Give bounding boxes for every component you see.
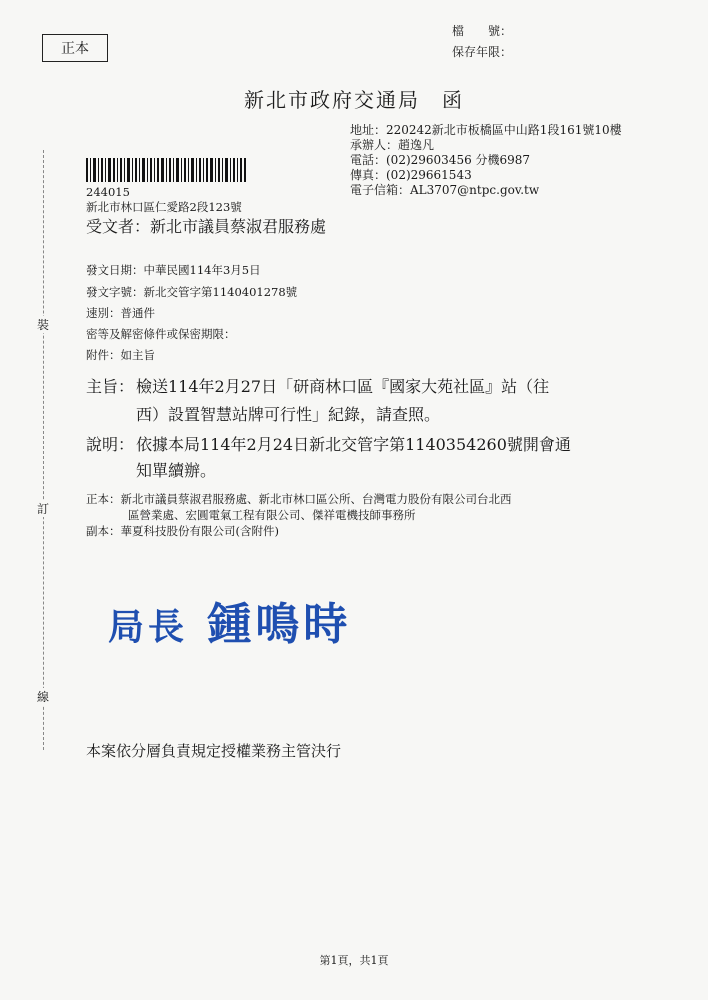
signature-name: 鍾鳴時 (207, 599, 352, 650)
page-number: 第1頁，共1頁 (319, 954, 389, 967)
main-recipients-line-2: 區營業處、宏圓電氣工程有限公司、傑祥電機技師事務所 (128, 508, 416, 522)
binding-char-zhuang: 裝 (37, 318, 50, 332)
document-number: 發文字號：新北交管字第1140401278號 (86, 285, 298, 299)
binding-char-ding: 訂 (37, 502, 50, 516)
delivery-speed: 速別：普通件 (86, 306, 155, 320)
delegation-note: 本案依分層負責規定授權業務主管決行 (86, 742, 342, 760)
contact-email: 電子信箱：AL3707@ntpc.gov.tw (350, 183, 540, 197)
barcode (86, 158, 246, 182)
binding-line (43, 150, 44, 750)
recipient: 受文者：新北市議員蔡淑君服務處 (86, 217, 327, 236)
contact-handler: 承辦人：趙逸凡 (350, 138, 435, 152)
explanation-line-2: 知單續辦。 (136, 461, 217, 480)
binding-char-xian: 線 (37, 690, 50, 704)
subject-label: 主旨： (86, 377, 135, 396)
signature-title: 局長 (108, 606, 189, 648)
retention-label: 保存年限： (452, 45, 513, 59)
attachment: 附件：如主旨 (86, 348, 155, 362)
contact-phone: 電話：(02)29603456 分機6987 (350, 153, 531, 167)
subject-line-1: 檢送114年2月27日「研商林口區『國家大苑社區』站（往 (136, 377, 550, 396)
main-recipients-line-1: 正本：新北市議員蔡淑君服務處、新北市林口區公所、台灣電力股份有限公司台北西 (86, 492, 512, 506)
copy-type-box: 正本 (42, 34, 108, 62)
copy-recipients: 副本：華夏科技股份有限公司(含附件) (86, 524, 279, 538)
explanation-label: 說明： (86, 435, 135, 454)
document-title: 新北市政府交通局 函 (244, 88, 464, 112)
contact-fax: 傳真：(02)29661543 (350, 168, 472, 182)
security-level: 密等及解密條件或保密期限： (86, 327, 236, 341)
postcode: 244015 (86, 185, 130, 199)
file-number-label: 檔 號： (452, 24, 513, 38)
issue-date: 發文日期：中華民國114年3月5日 (86, 263, 261, 277)
explanation-line-1: 依據本局114年2月24日新北交管字第1140354260號開會通 (136, 435, 571, 454)
recipient-address: 新北市林口區仁愛路2段123號 (86, 200, 242, 214)
contact-address: 地址：220242新北市板橋區中山路1段161號10樓 (350, 123, 622, 137)
director-signature-stamp (108, 588, 351, 652)
subject-line-2: 西）設置智慧站牌可行性」紀錄，請查照。 (136, 405, 441, 424)
